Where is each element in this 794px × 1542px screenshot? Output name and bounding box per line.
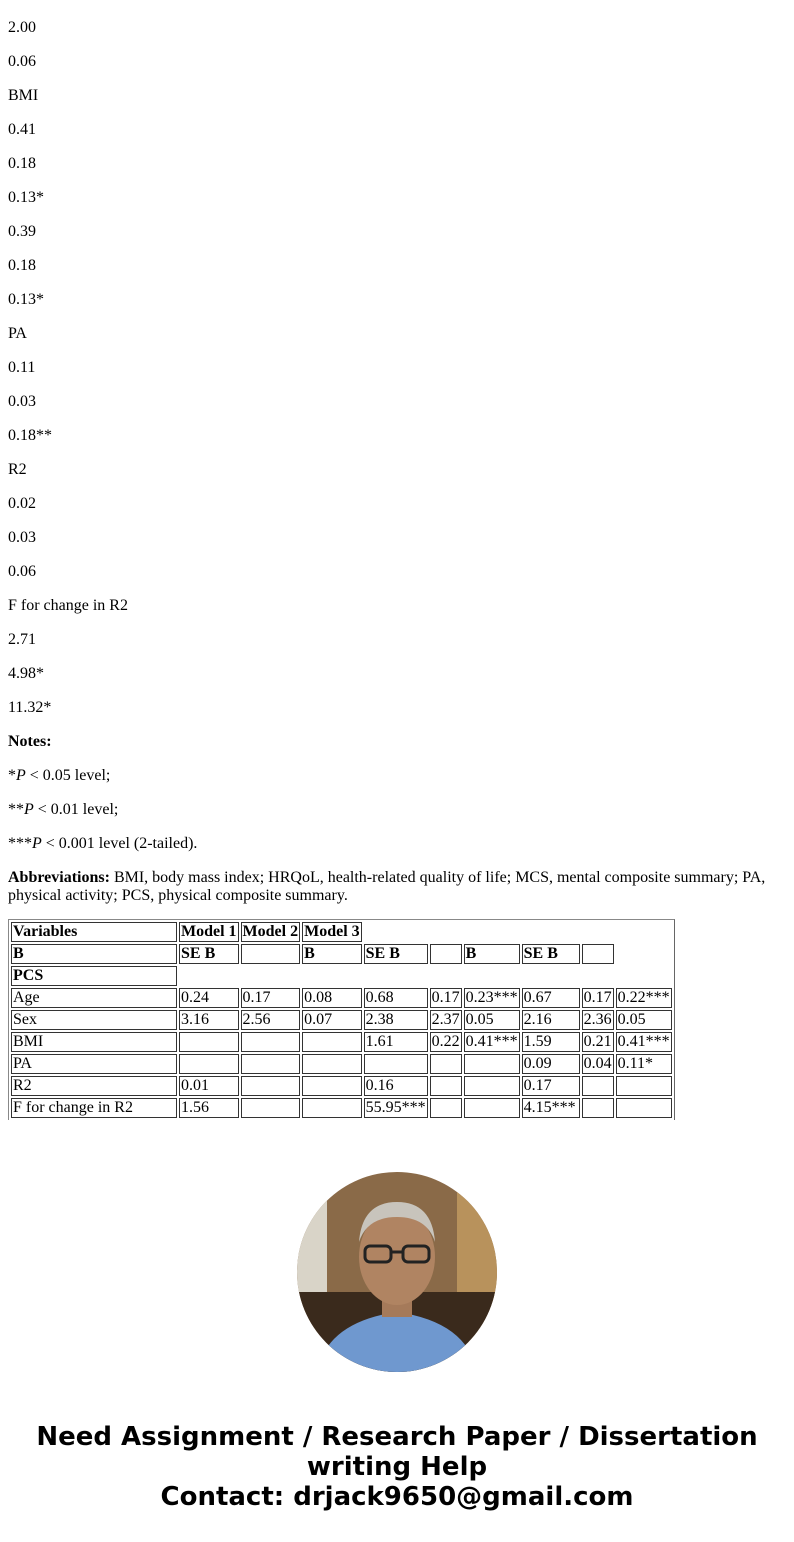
value-line: R2 — [8, 461, 27, 478]
table-cell: 0.67 — [522, 988, 580, 1008]
table-cell: 0.17 — [431, 989, 460, 1006]
table-cell: F for change in R2 — [11, 1098, 177, 1118]
table-cell: 55.95*** — [365, 1099, 426, 1116]
table-cell — [364, 1054, 428, 1074]
table-cell: 2.56 — [241, 1010, 301, 1030]
table-cell — [241, 1054, 301, 1074]
table-cell: 0.17 — [522, 1076, 580, 1096]
table-cell: Model 1 — [181, 923, 237, 940]
table-row — [11, 1010, 672, 1030]
promo-line-2: writing Help — [306, 1452, 488, 1482]
value-line: 0.18** — [8, 427, 52, 444]
note-p01: **P < 0.01 level; — [8, 801, 119, 818]
table-cell: 0.41*** — [617, 1033, 670, 1050]
value-line: 0.02 — [8, 495, 36, 512]
table-cell: 2.37 — [431, 1011, 460, 1028]
regression-values-list — [8, 19, 786, 717]
notes-title: Notes: — [8, 733, 52, 750]
table-cell: 0.05 — [464, 1010, 520, 1030]
table-cell: SE B — [522, 944, 580, 964]
table-cell: B — [11, 944, 177, 964]
table-cell — [430, 944, 462, 964]
table-cell: 0.08 — [302, 988, 362, 1008]
table-cell: 0.17 — [241, 988, 301, 1008]
table-cell: PA — [11, 1054, 177, 1074]
table-cell: SE B — [364, 944, 428, 964]
value-line: PA — [8, 325, 27, 342]
table-cell — [179, 1054, 239, 1074]
table-cell: Model 2 — [242, 923, 299, 940]
table-cell — [241, 1076, 301, 1096]
table-cell — [241, 944, 301, 964]
subheader-row — [11, 944, 672, 964]
table-cell — [616, 1098, 672, 1118]
section-label: PCS — [11, 966, 177, 986]
promo-banner — [0, 1422, 794, 1512]
value-line: 0.18 — [8, 155, 36, 172]
table-cell: 1.59 — [522, 1032, 580, 1052]
table-cell — [430, 1054, 462, 1074]
table-cell: 0.23*** — [465, 989, 518, 1006]
table-cell: 0.24 — [179, 988, 239, 1008]
table-cell: 2.36 — [583, 1011, 612, 1028]
promo-line-1: Need Assignment / Research Paper / Dissertation — [36, 1422, 758, 1452]
table-cell — [430, 1098, 462, 1118]
document-body — [0, 19, 794, 1120]
table-cell: 4.15*** — [522, 1098, 580, 1118]
table-cell: 1.56 — [179, 1098, 239, 1118]
value-line: 4.98* — [8, 665, 44, 682]
table-cell — [302, 1032, 362, 1052]
table-cell — [430, 1076, 462, 1096]
table-cell: Variables — [11, 922, 177, 942]
section-row — [11, 966, 672, 986]
table-cell: 0.68 — [364, 988, 428, 1008]
header-row — [11, 922, 672, 942]
table-row — [11, 1054, 672, 1074]
promo-contact: Contact: drjack9650@gmail.com — [160, 1482, 634, 1512]
table-cell: 0.21 — [583, 1033, 612, 1050]
table-cell: 0.01 — [179, 1076, 239, 1096]
table-cell — [464, 1076, 520, 1096]
note-p05: *P < 0.05 level; — [8, 767, 111, 784]
author-avatar — [297, 1172, 497, 1372]
table-cell: 0.17 — [583, 989, 612, 1006]
value-line: 0.03 — [8, 529, 36, 546]
table-cell: SE B — [179, 944, 239, 964]
table-cell: 0.11* — [616, 1054, 672, 1074]
value-line: 0.06 — [8, 563, 36, 580]
table-cell: 0.22 — [431, 1033, 460, 1050]
table-row — [11, 1098, 672, 1118]
abbreviations: Abbreviations: BMI, body mass index; HRQoL, health-related quality of life; MCS, mental composite summary; PA, physical activity; PCS, physical composite summary. — [8, 869, 766, 904]
table-cell: 0.41*** — [465, 1033, 518, 1050]
value-line: 0.11 — [8, 359, 36, 376]
table-cell — [241, 1032, 301, 1052]
value-line: 0.03 — [8, 393, 36, 410]
table-cell: 0.09 — [522, 1054, 580, 1074]
value-line: 0.13* — [8, 189, 44, 206]
value-line: 2.71 — [8, 631, 36, 648]
value-line: 0.41 — [8, 121, 36, 138]
table-cell: 2.38 — [364, 1010, 428, 1030]
table-cell: 2.16 — [522, 1010, 580, 1030]
note-p001: ***P < 0.001 level (2-tailed). — [8, 835, 198, 852]
table-cell: B — [302, 944, 362, 964]
table-cell: 1.61 — [364, 1032, 428, 1052]
table-cell: R2 — [11, 1076, 177, 1096]
table-cell: BMI — [11, 1032, 177, 1052]
value-line: 0.13* — [8, 291, 44, 308]
table-cell: 3.16 — [179, 1010, 239, 1030]
table-cell: B — [464, 944, 520, 964]
table-cell — [179, 1032, 239, 1052]
table-row — [11, 1076, 672, 1096]
value-line: 0.39 — [8, 223, 36, 240]
table-cell: 0.22*** — [617, 989, 670, 1006]
table-cell — [464, 1098, 520, 1118]
value-line: 2.00 — [8, 19, 36, 36]
value-line: 0.06 — [8, 53, 36, 70]
table-cell — [582, 1076, 614, 1096]
table-cell: Model 3 — [304, 923, 360, 940]
table-cell — [302, 1098, 362, 1118]
value-line: BMI — [8, 87, 39, 104]
table-cell: 0.05 — [616, 1010, 672, 1030]
table-cell — [241, 1098, 301, 1118]
table-cell: 0.04 — [583, 1055, 612, 1072]
table-cell — [302, 1076, 362, 1096]
table-cell — [582, 944, 614, 964]
value-line: 11.32* — [8, 699, 52, 716]
value-line: 0.18 — [8, 257, 36, 274]
table-cell: 0.07 — [302, 1010, 362, 1030]
table-cell: Age — [11, 988, 177, 1008]
table-cell — [582, 1098, 614, 1118]
table-cell — [302, 1054, 362, 1074]
table-cell: 0.16 — [364, 1076, 428, 1096]
table-row — [11, 1032, 672, 1052]
table-cell — [464, 1054, 520, 1074]
value-line: F for change in R2 — [8, 597, 128, 614]
table-cell: Sex — [11, 1010, 177, 1030]
pcs-regression-table — [8, 919, 675, 1120]
table-row — [11, 988, 672, 1008]
table-cell — [616, 1076, 672, 1096]
